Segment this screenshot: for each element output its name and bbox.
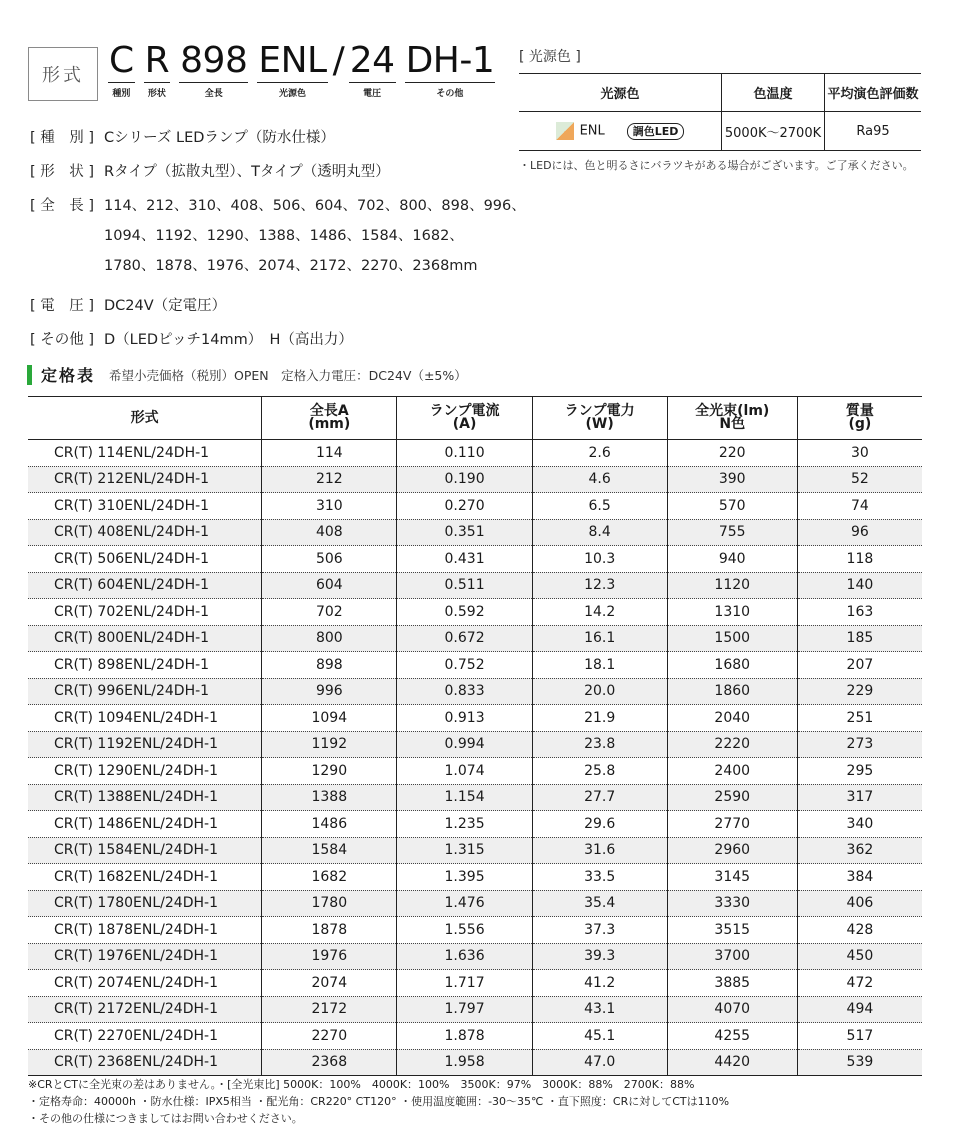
code-part-shape	[144, 40, 171, 99]
light-source-note: ・LEDには、色と明るさにバラツキがある場合がございます。ご了承ください。	[519, 159, 914, 172]
mass-cell: 118	[797, 546, 922, 573]
mass-cell: 317	[797, 784, 922, 811]
power-cell: 47.0	[532, 1049, 667, 1076]
code-caption: 全長	[204, 89, 223, 99]
code-part-other	[405, 40, 496, 99]
mass-cell: 207	[797, 652, 922, 679]
rating-header-row	[28, 397, 922, 440]
table-row	[28, 546, 922, 573]
code-caption: その他	[436, 89, 464, 99]
length-cell: 1878	[262, 917, 397, 944]
light-source-row	[519, 112, 921, 151]
luminous-flux-cell: 940	[667, 546, 797, 573]
power-cell: 10.3	[532, 546, 667, 573]
current-cell: 0.672	[397, 625, 532, 652]
mass-cell: 384	[797, 864, 922, 891]
code-caption: 種別	[112, 89, 131, 99]
mass-cell: 472	[797, 970, 922, 997]
header-current	[397, 397, 532, 440]
power-cell: 39.3	[532, 943, 667, 970]
table-row	[28, 784, 922, 811]
model-code-breakdown	[108, 40, 504, 99]
luminous-flux-cell: 2220	[667, 731, 797, 758]
cri-cell: Ra95	[825, 112, 922, 151]
luminous-flux-cell: 2590	[667, 784, 797, 811]
length-cell: 1388	[262, 784, 397, 811]
model-cell: CR(T) 1976ENL/24DH-1	[28, 943, 262, 970]
current-cell: 1.958	[397, 1049, 532, 1076]
header-model	[28, 397, 262, 440]
header-text: 形式	[130, 409, 159, 426]
length-cell: 1780	[262, 890, 397, 917]
model-cell: CR(T) 408ENL/24DH-1	[28, 519, 262, 546]
header-unit: (W)	[585, 416, 614, 432]
mass-cell: 406	[797, 890, 922, 917]
spec-shape	[30, 158, 526, 192]
table-row	[28, 599, 922, 626]
current-cell: 0.431	[397, 546, 532, 573]
light-source-table	[519, 73, 921, 151]
model-cell: CR(T) 310ENL/24DH-1	[28, 493, 262, 520]
table-row	[28, 519, 922, 546]
mass-cell: 295	[797, 758, 922, 785]
light-source-title: [ 光源色 ]	[519, 49, 581, 65]
power-cell: 4.6	[532, 466, 667, 493]
power-cell: 43.1	[532, 996, 667, 1023]
spec-label: [ 全 長 ]	[30, 198, 95, 214]
table-row	[28, 917, 922, 944]
spec-label: [ 種 別 ]	[30, 130, 95, 146]
code-part-voltage	[349, 40, 396, 99]
model-cell: CR(T) 1486ENL/24DH-1	[28, 811, 262, 838]
header-unit: (g)	[848, 416, 872, 432]
luminous-flux-cell: 4420	[667, 1049, 797, 1076]
code-caption: 光源色	[278, 89, 306, 99]
model-cell: CR(T) 114ENL/24DH-1	[28, 440, 262, 467]
mass-cell: 74	[797, 493, 922, 520]
model-cell: CR(T) 702ENL/24DH-1	[28, 599, 262, 626]
code-segment: DH-1	[405, 40, 495, 81]
rating-table-heading	[27, 363, 467, 386]
luminous-flux-cell: 1310	[667, 599, 797, 626]
length-cell: 1584	[262, 837, 397, 864]
length-cell: 1290	[262, 758, 397, 785]
power-cell: 27.7	[532, 784, 667, 811]
spec-label: [ その他 ]	[30, 332, 95, 348]
table-row	[28, 572, 922, 599]
model-cell: CR(T) 1780ENL/24DH-1	[28, 890, 262, 917]
power-cell: 33.5	[532, 864, 667, 891]
current-cell: 0.110	[397, 440, 532, 467]
current-cell: 1.074	[397, 758, 532, 785]
length-cell: 310	[262, 493, 397, 520]
table-row	[28, 493, 922, 520]
header-light-color: 光源色	[519, 74, 722, 112]
model-cell: CR(T) 1682ENL/24DH-1	[28, 864, 262, 891]
table-row	[28, 705, 922, 732]
spec-list	[30, 124, 526, 360]
power-cell: 37.3	[532, 917, 667, 944]
mass-cell: 450	[797, 943, 922, 970]
luminous-flux-cell: 3885	[667, 970, 797, 997]
mass-cell: 340	[797, 811, 922, 838]
code-part-length	[179, 40, 248, 99]
mass-cell: 273	[797, 731, 922, 758]
model-code-label: 形式	[28, 47, 98, 101]
mass-cell: 30	[797, 440, 922, 467]
code-segment: R	[144, 40, 170, 81]
luminous-flux-cell: 2400	[667, 758, 797, 785]
luminous-flux-cell: 2960	[667, 837, 797, 864]
luminous-flux-cell: 2770	[667, 811, 797, 838]
luminous-flux-cell: 1860	[667, 678, 797, 705]
power-cell: 8.4	[532, 519, 667, 546]
mass-cell: 96	[797, 519, 922, 546]
tunable-led-badge: 調色LED	[627, 123, 685, 140]
model-cell: CR(T) 800ENL/24DH-1	[28, 625, 262, 652]
mass-cell: 185	[797, 625, 922, 652]
model-cell: CR(T) 506ENL/24DH-1	[28, 546, 262, 573]
model-cell: CR(T) 996ENL/24DH-1	[28, 678, 262, 705]
length-cell: 1192	[262, 731, 397, 758]
current-cell: 1.797	[397, 996, 532, 1023]
current-cell: 1.395	[397, 864, 532, 891]
mass-cell: 52	[797, 466, 922, 493]
current-cell: 0.833	[397, 678, 532, 705]
luminous-flux-cell: 3145	[667, 864, 797, 891]
current-cell: 0.752	[397, 652, 532, 679]
code-segment: 898	[180, 40, 248, 81]
model-cell: CR(T) 604ENL/24DH-1	[28, 572, 262, 599]
length-cell: 2172	[262, 996, 397, 1023]
spec-label: [ 形 状 ]	[30, 164, 95, 180]
mass-cell: 163	[797, 599, 922, 626]
spec-other	[30, 326, 526, 360]
length-cell: 1976	[262, 943, 397, 970]
mass-cell: 140	[797, 572, 922, 599]
current-cell: 0.913	[397, 705, 532, 732]
length-cell: 702	[262, 599, 397, 626]
power-cell: 41.2	[532, 970, 667, 997]
length-cell: 2074	[262, 970, 397, 997]
table-row	[28, 731, 922, 758]
table-row	[28, 625, 922, 652]
color-temp-cell: 5000K～2700K	[722, 112, 825, 151]
current-cell: 0.994	[397, 731, 532, 758]
spec-value: Cシリーズ LEDランプ（防水仕様）	[104, 130, 335, 146]
model-cell: CR(T) 1388ENL/24DH-1	[28, 784, 262, 811]
mass-cell: 229	[797, 678, 922, 705]
current-cell: 1.154	[397, 784, 532, 811]
power-cell: 2.6	[532, 440, 667, 467]
table-row	[28, 811, 922, 838]
current-cell: 0.592	[397, 599, 532, 626]
footnote-line: ・その他の仕様につきましてはお問い合わせください。	[28, 1112, 303, 1125]
table-row	[28, 890, 922, 917]
table-row	[28, 970, 922, 997]
mass-cell: 517	[797, 1023, 922, 1050]
header-power	[532, 397, 667, 440]
power-cell: 18.1	[532, 652, 667, 679]
luminous-flux-cell: 2040	[667, 705, 797, 732]
header-text: ランプ電流	[429, 403, 500, 419]
footnote-line: ※CRとCTに全光束の差はありません。・[全光束比] 5000K：100% 4000K：100% 3500K：97% 3000K：88% 2700K：88%	[28, 1078, 695, 1091]
power-cell: 35.4	[532, 890, 667, 917]
code-slash: /	[332, 40, 345, 81]
table-row	[28, 837, 922, 864]
header-text: ランプ電力	[564, 403, 635, 419]
rating-table	[28, 396, 922, 1076]
length-cell: 996	[262, 678, 397, 705]
table-row	[28, 440, 922, 467]
code-part-type	[108, 40, 135, 99]
spec-length	[30, 192, 526, 292]
code-segment: C	[109, 40, 134, 81]
length-cell: 408	[262, 519, 397, 546]
mass-cell: 428	[797, 917, 922, 944]
table-row	[28, 758, 922, 785]
power-cell: 21.9	[532, 705, 667, 732]
mass-cell: 539	[797, 1049, 922, 1076]
spec-label: [ 電 圧 ]	[30, 298, 95, 314]
header-unit: (mm)	[308, 416, 351, 432]
luminous-flux-cell: 4070	[667, 996, 797, 1023]
model-cell: CR(T) 1192ENL/24DH-1	[28, 731, 262, 758]
header-text: 質量	[845, 403, 874, 419]
table-row	[28, 943, 922, 970]
power-cell: 29.6	[532, 811, 667, 838]
current-cell: 1.636	[397, 943, 532, 970]
code-segment: ENL	[258, 40, 327, 81]
length-cell: 898	[262, 652, 397, 679]
header-mass	[797, 397, 922, 440]
spec-value-line: 1780、1878、1976、2074、2172、2270、2368mm	[104, 258, 478, 274]
model-cell: CR(T) 212ENL/24DH-1	[28, 466, 262, 493]
current-cell: 1.315	[397, 837, 532, 864]
model-cell: CR(T) 2074ENL/24DH-1	[28, 970, 262, 997]
current-cell: 1.235	[397, 811, 532, 838]
current-cell: 1.476	[397, 890, 532, 917]
luminous-flux-cell: 3515	[667, 917, 797, 944]
length-cell: 212	[262, 466, 397, 493]
power-cell: 12.3	[532, 572, 667, 599]
current-cell: 1.717	[397, 970, 532, 997]
table-row	[28, 1049, 922, 1076]
length-cell: 1682	[262, 864, 397, 891]
power-cell: 20.0	[532, 678, 667, 705]
power-cell: 6.5	[532, 493, 667, 520]
mass-cell: 362	[797, 837, 922, 864]
table-row	[28, 678, 922, 705]
luminous-flux-cell: 3330	[667, 890, 797, 917]
spec-voltage	[30, 292, 526, 326]
spec-value	[104, 192, 526, 292]
spec-value: DC24V（定電圧）	[104, 298, 227, 314]
light-color-cell	[519, 112, 722, 151]
spec-value: Rタイプ（拡散丸型）、Tタイプ（透明丸型）	[104, 164, 390, 180]
model-cell: CR(T) 1290ENL/24DH-1	[28, 758, 262, 785]
power-cell: 23.8	[532, 731, 667, 758]
header-length	[262, 397, 397, 440]
power-cell: 31.6	[532, 837, 667, 864]
rating-table-subtitle: 希望小売価格（税別）OPEN 定格入力電圧：DC24V（±5%）	[109, 367, 467, 383]
mass-cell: 251	[797, 705, 922, 732]
header-luminous-flux	[667, 397, 797, 440]
table-row	[28, 466, 922, 493]
mass-cell: 494	[797, 996, 922, 1023]
model-cell: CR(T) 2368ENL/24DH-1	[28, 1049, 262, 1076]
spec-type	[30, 124, 526, 158]
model-cell: CR(T) 1878ENL/24DH-1	[28, 917, 262, 944]
code-caption: 形状	[147, 89, 166, 99]
current-cell: 0.351	[397, 519, 532, 546]
length-cell: 2270	[262, 1023, 397, 1050]
light-color-name: ENL	[579, 123, 605, 139]
spec-value-line: 1094、1192、1290、1388、1486、1584、1682、	[104, 228, 464, 244]
model-cell: CR(T) 2270ENL/24DH-1	[28, 1023, 262, 1050]
footnotes	[28, 1076, 729, 1127]
length-cell: 604	[262, 572, 397, 599]
header-text: 全光束(lm)	[695, 403, 770, 419]
power-cell: 16.1	[532, 625, 667, 652]
length-cell: 1094	[262, 705, 397, 732]
luminous-flux-cell: 755	[667, 519, 797, 546]
header-unit: N色	[719, 416, 746, 432]
model-cell: CR(T) 1094ENL/24DH-1	[28, 705, 262, 732]
model-cell: CR(T) 2172ENL/24DH-1	[28, 996, 262, 1023]
luminous-flux-cell: 570	[667, 493, 797, 520]
length-cell: 506	[262, 546, 397, 573]
luminous-flux-cell: 3700	[667, 943, 797, 970]
power-cell: 25.8	[532, 758, 667, 785]
light-source-header-row	[519, 74, 921, 112]
length-cell: 800	[262, 625, 397, 652]
luminous-flux-cell: 1680	[667, 652, 797, 679]
model-cell: CR(T) 1584ENL/24DH-1	[28, 837, 262, 864]
spec-value: D（LEDピッチ14mm） H（高出力）	[104, 332, 353, 348]
code-caption: 電圧	[363, 89, 382, 99]
footnote-line: ・定格寿命：40000h ・防水仕様：IPX5相当 ・配光角：CR220° CT120° ・使用温度範囲：-30～35℃ ・直下照度：CRに対してCTは110%	[28, 1095, 730, 1108]
luminous-flux-cell: 1500	[667, 625, 797, 652]
length-cell: 2368	[262, 1049, 397, 1076]
code-part-color	[257, 40, 327, 99]
header-text: 全長A	[309, 403, 349, 419]
color-swatch-icon	[556, 122, 574, 140]
code-segment: 24	[349, 40, 395, 81]
current-cell: 1.878	[397, 1023, 532, 1050]
power-cell: 45.1	[532, 1023, 667, 1050]
spec-value-line: 114、212、310、408、506、604、702、800、898、996、	[104, 198, 526, 214]
current-cell: 0.190	[397, 466, 532, 493]
current-cell: 0.511	[397, 572, 532, 599]
rating-table-title: 定格表	[41, 366, 96, 385]
luminous-flux-cell: 220	[667, 440, 797, 467]
table-row	[28, 1023, 922, 1050]
model-cell: CR(T) 898ENL/24DH-1	[28, 652, 262, 679]
header-color-temp: 色温度	[722, 74, 825, 112]
length-cell: 114	[262, 440, 397, 467]
header-cri: 平均演色評価数	[825, 74, 922, 112]
table-row	[28, 652, 922, 679]
luminous-flux-cell: 390	[667, 466, 797, 493]
header-unit: (A)	[452, 416, 477, 432]
luminous-flux-cell: 4255	[667, 1023, 797, 1050]
accent-bar	[27, 365, 32, 385]
power-cell: 14.2	[532, 599, 667, 626]
current-cell: 0.270	[397, 493, 532, 520]
table-row	[28, 864, 922, 891]
luminous-flux-cell: 1120	[667, 572, 797, 599]
rating-table-body	[28, 440, 922, 1076]
table-row	[28, 996, 922, 1023]
current-cell: 1.556	[397, 917, 532, 944]
length-cell: 1486	[262, 811, 397, 838]
